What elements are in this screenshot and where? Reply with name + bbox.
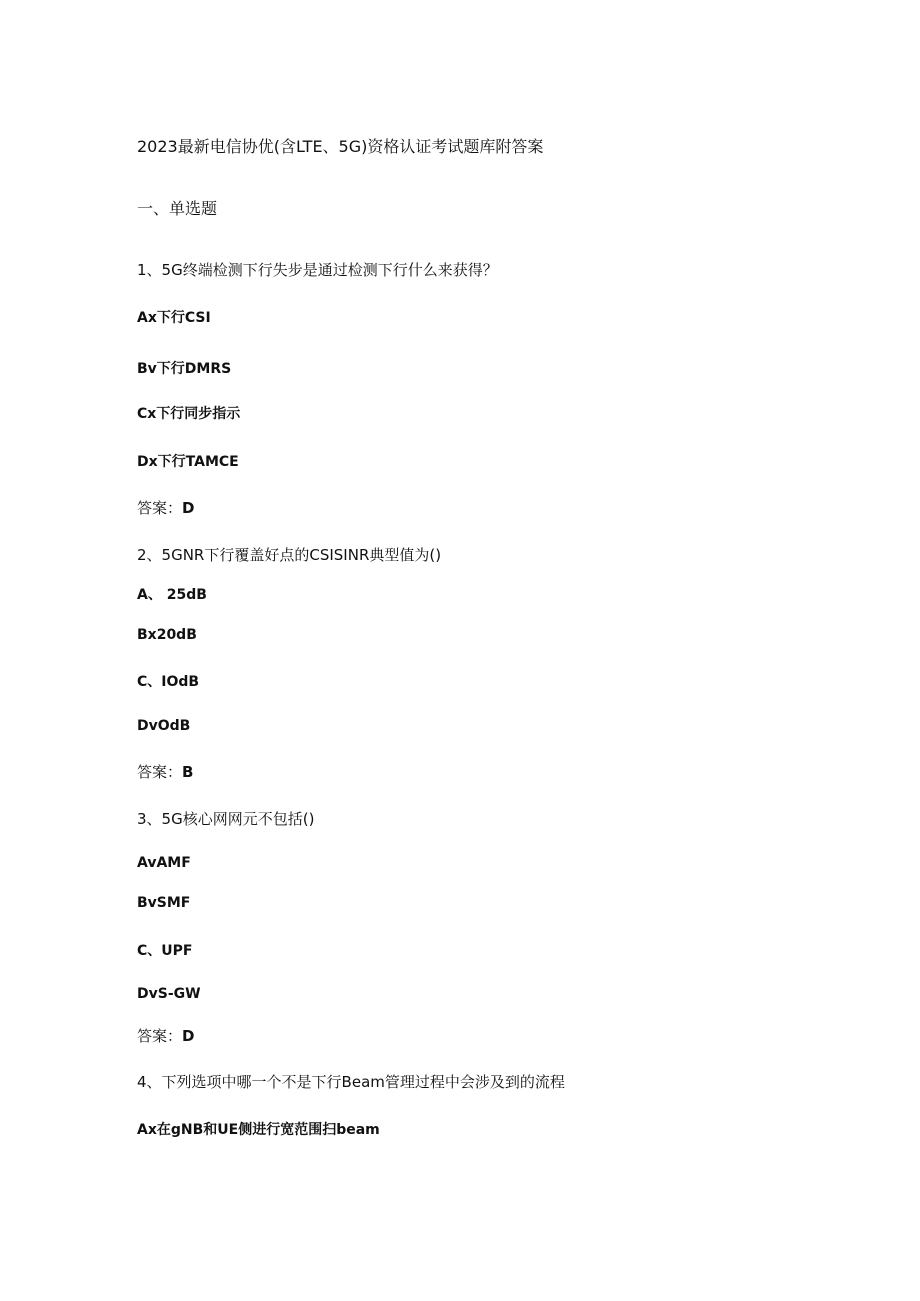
question-2-text: 2、5GNR下行覆盖好点的CSISINR典型值为(): [137, 546, 442, 564]
question-2-option-a: A、 25dB: [137, 587, 207, 603]
question-2-option-b: Bx20dB: [137, 627, 197, 643]
question-1-option-b: Bv下行DMRS: [137, 361, 232, 377]
question-1-text: 1、5G终端检测下行失步是通过检测下行什么来获得？: [137, 261, 498, 279]
answer-label: 答案：: [137, 499, 183, 517]
question-2-answer: [137, 765, 193, 780]
section-heading: 一、单选题: [137, 199, 218, 218]
question-1-option-a: Ax下行CSI: [137, 310, 211, 326]
question-1-answer: [137, 501, 194, 516]
answer-value: D: [182, 1027, 195, 1045]
answer-label: 答案：: [137, 1027, 183, 1045]
question-3-option-d: DvS-GW: [137, 986, 201, 1002]
question-2-option-d: DvOdB: [137, 718, 191, 734]
answer-label: 答案：: [137, 763, 183, 781]
document-title: 2023最新电信协优(含LTE、5G)资格认证考试题库附答案: [137, 137, 544, 156]
question-3-option-a: AvAMF: [137, 855, 191, 871]
answer-value: D: [182, 499, 195, 517]
question-3-option-b: BvSMF: [137, 895, 191, 911]
question-3-answer: [137, 1029, 194, 1044]
question-3-option-c: C、UPF: [137, 943, 193, 959]
question-1-option-d: Dx下行TAMCE: [137, 454, 239, 470]
question-4-text: 4、下列选项中哪一个不是下行Beam管理过程中会涉及到的流程: [137, 1073, 565, 1091]
question-3-text: 3、5G核心网网元不包括(): [137, 810, 315, 828]
question-4-option-a: Ax在gNB和UE侧进行宽范围扫beam: [137, 1122, 380, 1138]
question-1-option-c: Cx下行同步指示: [137, 406, 241, 422]
question-2-option-c: C、IOdB: [137, 674, 200, 690]
answer-value: B: [182, 763, 194, 781]
